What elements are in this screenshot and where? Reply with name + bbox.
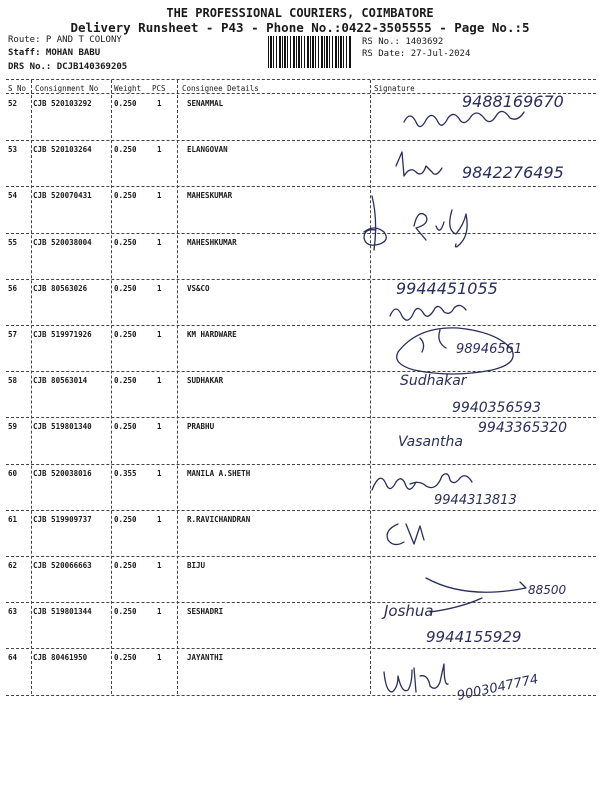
- cell-consignee: ELANGOVAN: [187, 145, 228, 155]
- cell-consignee: VS&CO: [187, 283, 210, 293]
- cell-sno: 54: [8, 191, 18, 201]
- cell-weight: 0.250: [114, 99, 137, 108]
- cell-pcs: 1: [157, 514, 162, 524]
- cell-consignee: SESHADRI: [187, 607, 224, 617]
- cell-weight: 0.250: [114, 330, 137, 339]
- col-header-sno: S No: [8, 84, 27, 93]
- table-top-rule: [6, 79, 596, 80]
- cell-consignment: CJB 520066663: [33, 561, 92, 570]
- row-divider: [6, 417, 596, 418]
- cell-sno: 61: [8, 514, 18, 524]
- cell-consignment: CJB 519971926: [33, 330, 92, 339]
- cell-weight: 0.355: [114, 468, 137, 478]
- row-divider: [6, 648, 596, 649]
- cell-consignment: CJB 80563014: [33, 376, 88, 386]
- cell-pcs: 1: [157, 376, 162, 386]
- handwritten-number: 9488169670: [462, 92, 564, 111]
- cell-sno: 60: [8, 468, 18, 478]
- barcode: [268, 36, 352, 68]
- cell-consignment: CJB 80563026: [33, 283, 88, 293]
- staff-label: Staff: MOHAN BABU: [8, 48, 101, 58]
- cell-weight: 0.250: [114, 283, 137, 293]
- cell-sno: 59: [8, 422, 18, 432]
- cell-consignment: CJB 520038016: [33, 468, 92, 478]
- signature-scribble: [430, 598, 482, 612]
- row-divider: [6, 556, 596, 557]
- cell-pcs: 1: [157, 145, 162, 155]
- cell-consignee: KM HARDWARE: [187, 330, 237, 339]
- col-header-weight: Weight: [114, 84, 142, 93]
- row-divider: [6, 510, 596, 511]
- cell-consignment: CJB 519801344: [33, 607, 92, 617]
- route-label: Route: P AND T COLONY: [8, 35, 122, 45]
- cell-weight: 0.250: [114, 561, 137, 570]
- cell-consignee: SUDHAKAR: [187, 376, 224, 386]
- row-divider: [6, 371, 596, 372]
- handwritten-number: 9940356593: [452, 400, 542, 416]
- runsheet-heading: Delivery Runsheet - P43 - Phone No.:0422-3505555 - Page No.:5: [70, 20, 530, 35]
- rs-number: RS No.: 1403692: [362, 37, 444, 47]
- row-divider: [6, 695, 596, 696]
- cell-sno: 63: [8, 607, 18, 617]
- cell-consignment: CJB 519909737: [33, 514, 92, 524]
- cell-pcs: 1: [157, 330, 162, 339]
- cell-consignment: CJB 520070431: [33, 191, 92, 201]
- cell-sno: 58: [8, 376, 18, 386]
- signature-scribble: [372, 474, 472, 490]
- handwritten-number: 9944155929: [426, 628, 522, 646]
- cell-weight: 0.250: [114, 191, 137, 201]
- cell-consignee: MAHESKUMAR: [187, 191, 233, 201]
- cell-weight: 0.250: [114, 422, 137, 432]
- signature-scribble: [364, 196, 467, 250]
- cell-pcs: 1: [157, 468, 162, 478]
- row-divider: [6, 602, 596, 603]
- header-bottom-rule: [6, 93, 596, 94]
- cell-consignee: R.RAVICHANDRAN: [187, 514, 251, 524]
- handwritten-number: 9944313813: [434, 493, 517, 508]
- cell-pcs: 1: [157, 561, 162, 570]
- cell-sno: 55: [8, 237, 18, 247]
- cell-pcs: 1: [157, 99, 162, 108]
- cell-sno: 57: [8, 330, 18, 339]
- cell-sno: 64: [8, 653, 18, 663]
- handwritten-number: 9842276495: [462, 163, 564, 182]
- cell-pcs: 1: [157, 607, 162, 617]
- cell-weight: 0.250: [114, 653, 137, 663]
- cell-consignee: MANILA A.SHETH: [187, 468, 251, 478]
- signature-scribble: [404, 111, 524, 126]
- cell-weight: 0.250: [114, 607, 137, 617]
- signature-scribble: [426, 578, 526, 592]
- cell-pcs: 1: [157, 422, 162, 432]
- stamp-scribble: [397, 328, 513, 374]
- handwritten-name: Joshua: [384, 602, 434, 620]
- signature-scribble: [396, 152, 442, 176]
- rs-date: RS Date: 27-Jul-2024: [362, 49, 471, 59]
- cell-sno: 53: [8, 145, 18, 155]
- cell-sno: 56: [8, 283, 18, 293]
- cell-pcs: 1: [157, 237, 162, 247]
- cell-consignment: CJB 520038004: [33, 237, 92, 247]
- handwritten-number: 9944451055: [396, 279, 498, 298]
- row-divider: [6, 186, 596, 187]
- cell-pcs: 1: [157, 191, 162, 201]
- cell-consignee: BIJU: [187, 561, 206, 570]
- row-divider: [6, 233, 596, 234]
- row-divider: [6, 279, 596, 280]
- cell-sno: 62: [8, 561, 18, 570]
- col-header-signature: Signature: [374, 84, 415, 93]
- row-divider: [6, 325, 596, 326]
- cell-consignment: CJB 520103264: [33, 145, 92, 155]
- cell-consignee: JAYANTHI: [187, 653, 224, 663]
- cell-sno: 52: [8, 99, 18, 108]
- cell-consignee: MAHESHKUMAR: [187, 237, 237, 247]
- handwritten-name: Sudhakar: [400, 373, 467, 389]
- cell-consignee: PRABHU: [187, 422, 215, 432]
- handwritten-number: 98946561: [456, 342, 523, 357]
- cell-consignment: CJB 520103292: [33, 99, 92, 108]
- cell-weight: 0.250: [114, 376, 137, 386]
- cell-weight: 0.250: [114, 514, 137, 524]
- drs-number: DRS No.: DCJB140369205: [8, 62, 128, 72]
- cell-consignee: SENAMMAL: [187, 99, 224, 108]
- cell-consignment: CJB 519801340: [33, 422, 92, 432]
- handwritten-number: 9003047774: [455, 672, 540, 704]
- col-header-pcs: PCS: [152, 84, 166, 93]
- handwritten-name: Vasantha: [398, 434, 463, 450]
- cell-consignment: CJB 80461950: [33, 653, 88, 663]
- company-title: THE PROFESSIONAL COURIERS, COIMBATORE: [166, 6, 434, 20]
- handwritten-number: 9943365320: [478, 420, 568, 436]
- signature-scribble: [384, 664, 448, 692]
- cell-pcs: 1: [157, 653, 162, 663]
- signature-scribble: [387, 524, 424, 545]
- signature-scribble: [390, 305, 466, 320]
- row-divider: [6, 464, 596, 465]
- cell-weight: 0.250: [114, 145, 137, 155]
- handwritten-number: 88500: [528, 583, 567, 597]
- col-header-consignee: Consignee Details: [182, 84, 259, 93]
- row-divider: [6, 140, 596, 141]
- col-header-consignment: Consignment No: [35, 84, 99, 93]
- cell-pcs: 1: [157, 283, 162, 293]
- cell-weight: 0.250: [114, 237, 137, 247]
